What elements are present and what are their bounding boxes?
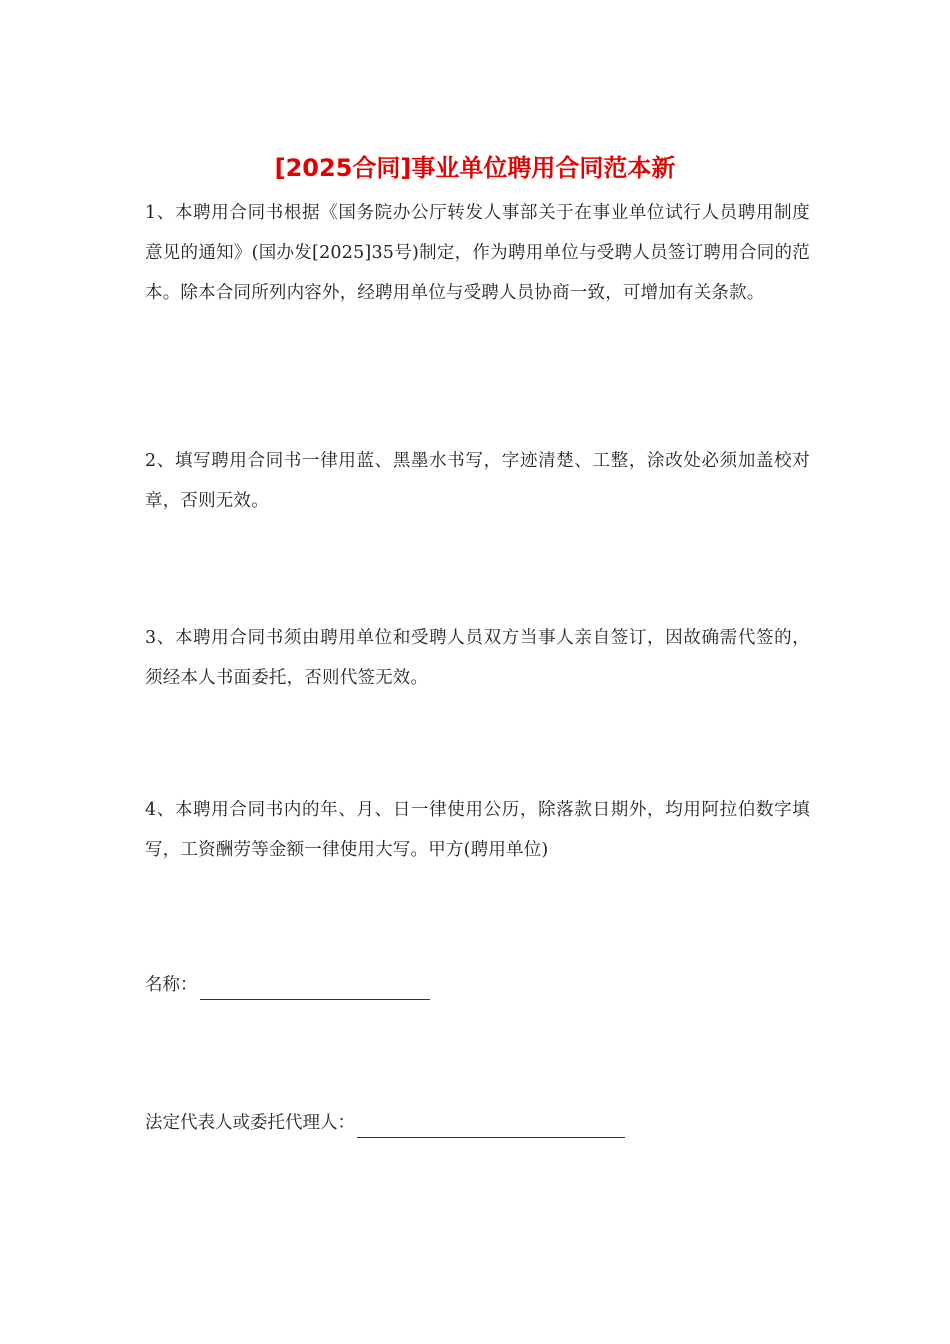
name-field [145,970,430,1000]
paragraph-3: 3、本聘用合同书须由聘用单位和受聘人员双方当事人亲自签订，因故确需代签的，须经本人书面委托，否则代签无效。 [145,628,810,688]
representative-blank-line[interactable] [357,1115,625,1138]
paragraph-2: 2、填写聘用合同书一律用蓝、黑墨水书写，字迹清楚、工整，涂改处必须加盖校对章，否则无效。 [145,451,810,511]
representative-field [145,1108,625,1138]
name-label: 名称： [145,975,198,995]
representative-label: 法定代表人或委托代理人： [145,1113,355,1133]
document-title: [2025合同]事业单位聘用合同范本新 [274,154,676,182]
name-blank-line[interactable] [200,977,430,1000]
paragraph-4: 4、本聘用合同书内的年、月、日一律使用公历，除落款日期外，均用阿拉伯数字填写，工资酬劳等金额一律使用大写。甲方(聘用单位) [145,800,810,860]
paragraph-1: 1、本聘用合同书根据《国务院办公厅转发人事部关于在事业单位试行人员聘用制度意见的通知》(国办发[2025]35号)制定，作为聘用单位与受聘人员签订聘用合同的范本。除本合同所列内容外，经聘用单位与受聘人员协商一致，可增加有关条款。 [145,203,810,303]
